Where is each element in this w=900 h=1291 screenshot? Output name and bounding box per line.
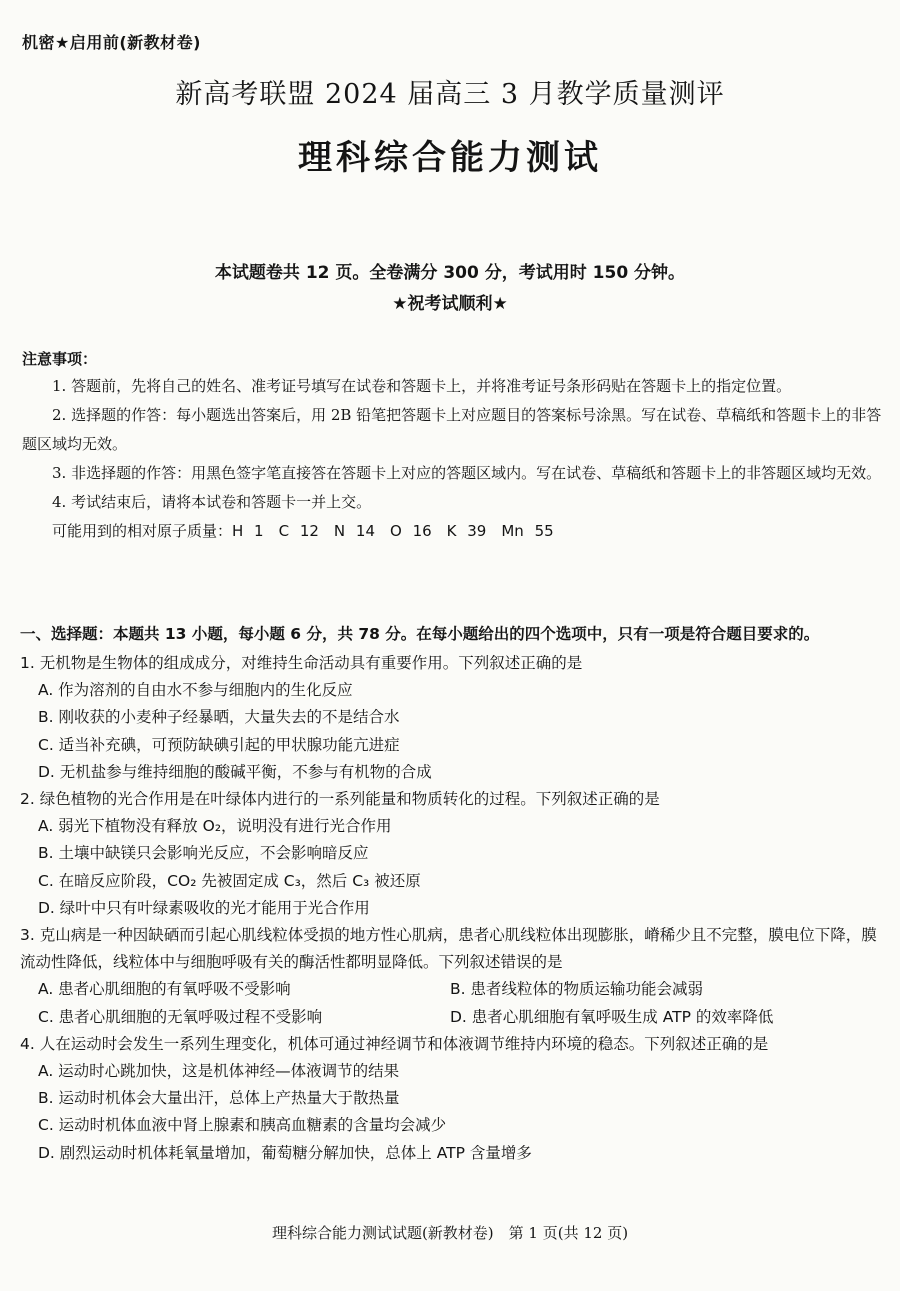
option-d: D. 无机盐参与维持细胞的酸碱平衡，不参与有机物的合成 (38, 762, 432, 781)
exam-title: 新高考联盟 2024 届高三 3 月教学质量测评 (175, 79, 725, 110)
option-a: A. 患者心肌细胞的有氧呼吸不受影响 (38, 980, 291, 999)
option-c: C. 运动时机体血液中肾上腺素和胰高血糖素的含量均会减少 (38, 1116, 447, 1135)
notice-item: 2. 选择题的作答：每小题选出答案后，用 2B 铅笔把答题卡上对应题目的答案标号涂黑。写在试卷、草稿纸和答题卡上的非答题区域均无效。 (22, 406, 882, 453)
atomic-mass-line: 可能用到的相对原子质量：H 1 C 12 N 14 O 16 K 39 Mn 55 (52, 522, 554, 540)
question-stem: 3. 克山病是一种因缺硒而引起心肌线粒体受损的地方性心肌病，患者心肌线粒体出现膨胀，嵴稀少且不完整，膜电位下降，膜流动性降低，线粒体中与细胞呼吸有关的酶活性都明显降低。下列叙述错误的是 (20, 926, 877, 972)
option-a: A. 作为溶剂的自由水不参与细胞内的生化反应 (38, 681, 353, 700)
question-1 (20, 650, 880, 786)
question-3 (20, 922, 880, 1031)
question-list (20, 650, 880, 1167)
notice-item: 1. 答题前，先将自己的姓名、准考证号填写在试卷和答题卡上，并将准考证号条形码贴在答题卡上的指定位置。 (52, 377, 792, 395)
notice-block (22, 372, 882, 546)
question-stem: 4. 人在运动时会发生一系列生理变化，机体可通过神经调节和体液调节维持内环境的稳态。下列叙述正确的是 (20, 1034, 769, 1053)
option-c: C. 患者心肌细胞的无氧呼吸过程不受影响 (38, 1007, 323, 1026)
option-b: B. 患者线粒体的物质运输功能会减弱 (450, 980, 703, 999)
notice-item: 4. 考试结束后，请将本试卷和答题卡一并上交。 (52, 493, 372, 511)
question-2 (20, 786, 880, 922)
option-d: D. 剧烈运动时机体耗氧量增加，葡萄糖分解加快，总体上 ATP 含量增多 (38, 1143, 532, 1162)
section-title: 一、选择题：本题共 13 小题，每小题 6 分，共 78 分。在每小题给出的四个选项中，只有一项是符合题目要求的。 (20, 625, 820, 643)
good-luck-line: ★祝考试顺利★ (392, 294, 508, 314)
option-row (20, 976, 880, 1003)
subject-title: 理科综合能力测试 (298, 138, 602, 178)
question-stem: 2. 绿色植物的光合作用是在叶绿体内进行的一系列能量和物质转化的过程。下列叙述正确的是 (20, 790, 660, 809)
option-d: D. 患者心肌细胞有氧呼吸生成 ATP 的效率降低 (450, 1007, 774, 1026)
question-4 (20, 1031, 880, 1167)
exam-info-line: 本试题卷共 12 页。全卷满分 300 分，考试用时 150 分钟。 (214, 263, 686, 283)
notice-title: 注意事项： (22, 350, 98, 368)
option-c: C. 适当补充碘，可预防缺碘引起的甲状腺功能亢进症 (38, 735, 400, 754)
option-a: A. 弱光下植物没有释放 O₂，说明没有进行光合作用 (38, 817, 392, 836)
option-a: A. 运动时心跳加快，这是机体神经—体液调节的结果 (38, 1062, 400, 1081)
option-row (20, 1004, 880, 1031)
option-d: D. 绿叶中只有叶绿素吸收的光才能用于光合作用 (38, 898, 370, 917)
option-b: B. 运动时机体会大量出汗，总体上产热量大于散热量 (38, 1089, 400, 1108)
notice-item: 3. 非选择题的作答：用黑色签字笔直接答在答题卡上对应的答题区域内。写在试卷、草稿纸和答题卡上的非答题区域均无效。 (52, 464, 882, 482)
confidential-label: 机密★启用前(新教材卷) (22, 33, 201, 52)
question-stem: 1. 无机物是生物体的组成成分，对维持生命活动具有重要作用。下列叙述正确的是 (20, 654, 583, 672)
option-c: C. 在暗反应阶段，CO₂ 先被固定成 C₃，然后 C₃ 被还原 (38, 871, 421, 890)
option-b: B. 刚收获的小麦种子经暴晒，大量失去的不是结合水 (38, 708, 400, 727)
option-b: B. 土壤中缺镁只会影响光反应，不会影响暗反应 (38, 844, 369, 863)
page-footer: 理科综合能力测试试题(新教材卷) 第 1 页(共 12 页) (271, 1224, 629, 1242)
